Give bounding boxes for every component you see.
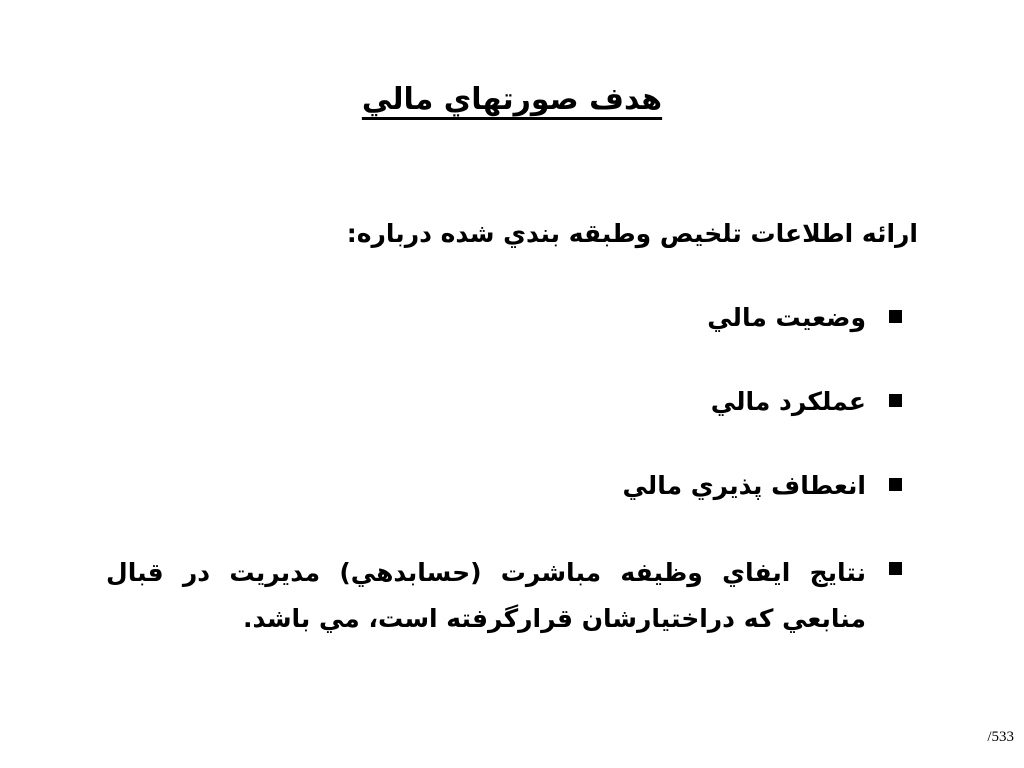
bullet-item-stewardship <box>106 550 866 642</box>
bullet-list <box>106 298 866 686</box>
bullet-item-financial-flexibility <box>106 466 866 506</box>
bullet-text: وضعيت مالي <box>707 303 866 332</box>
bullet-text: انعطاف پذيري مالي <box>622 471 866 500</box>
square-bullet-icon <box>889 478 902 491</box>
bullet-item-financial-position <box>106 298 866 338</box>
square-bullet-icon <box>889 562 902 575</box>
square-bullet-icon <box>889 310 902 323</box>
bullet-text: نتايج ايفاي وظيفه مباشرت (حسابدهي) مديريت در قبال منابعي كه دراختيارشان قرارگرفته است، مي باشد. <box>106 558 866 633</box>
bullet-item-financial-performance <box>106 382 866 422</box>
intro-text: ارائه اطلاعات تلخيص وطبقه بندي شده درباره: <box>346 219 918 248</box>
slide-title: هدف صورتهاي مالي <box>361 82 663 117</box>
square-bullet-icon <box>889 394 902 407</box>
page-number: /533 <box>987 729 1014 745</box>
bullet-text: عملكرد مالي <box>710 387 866 416</box>
